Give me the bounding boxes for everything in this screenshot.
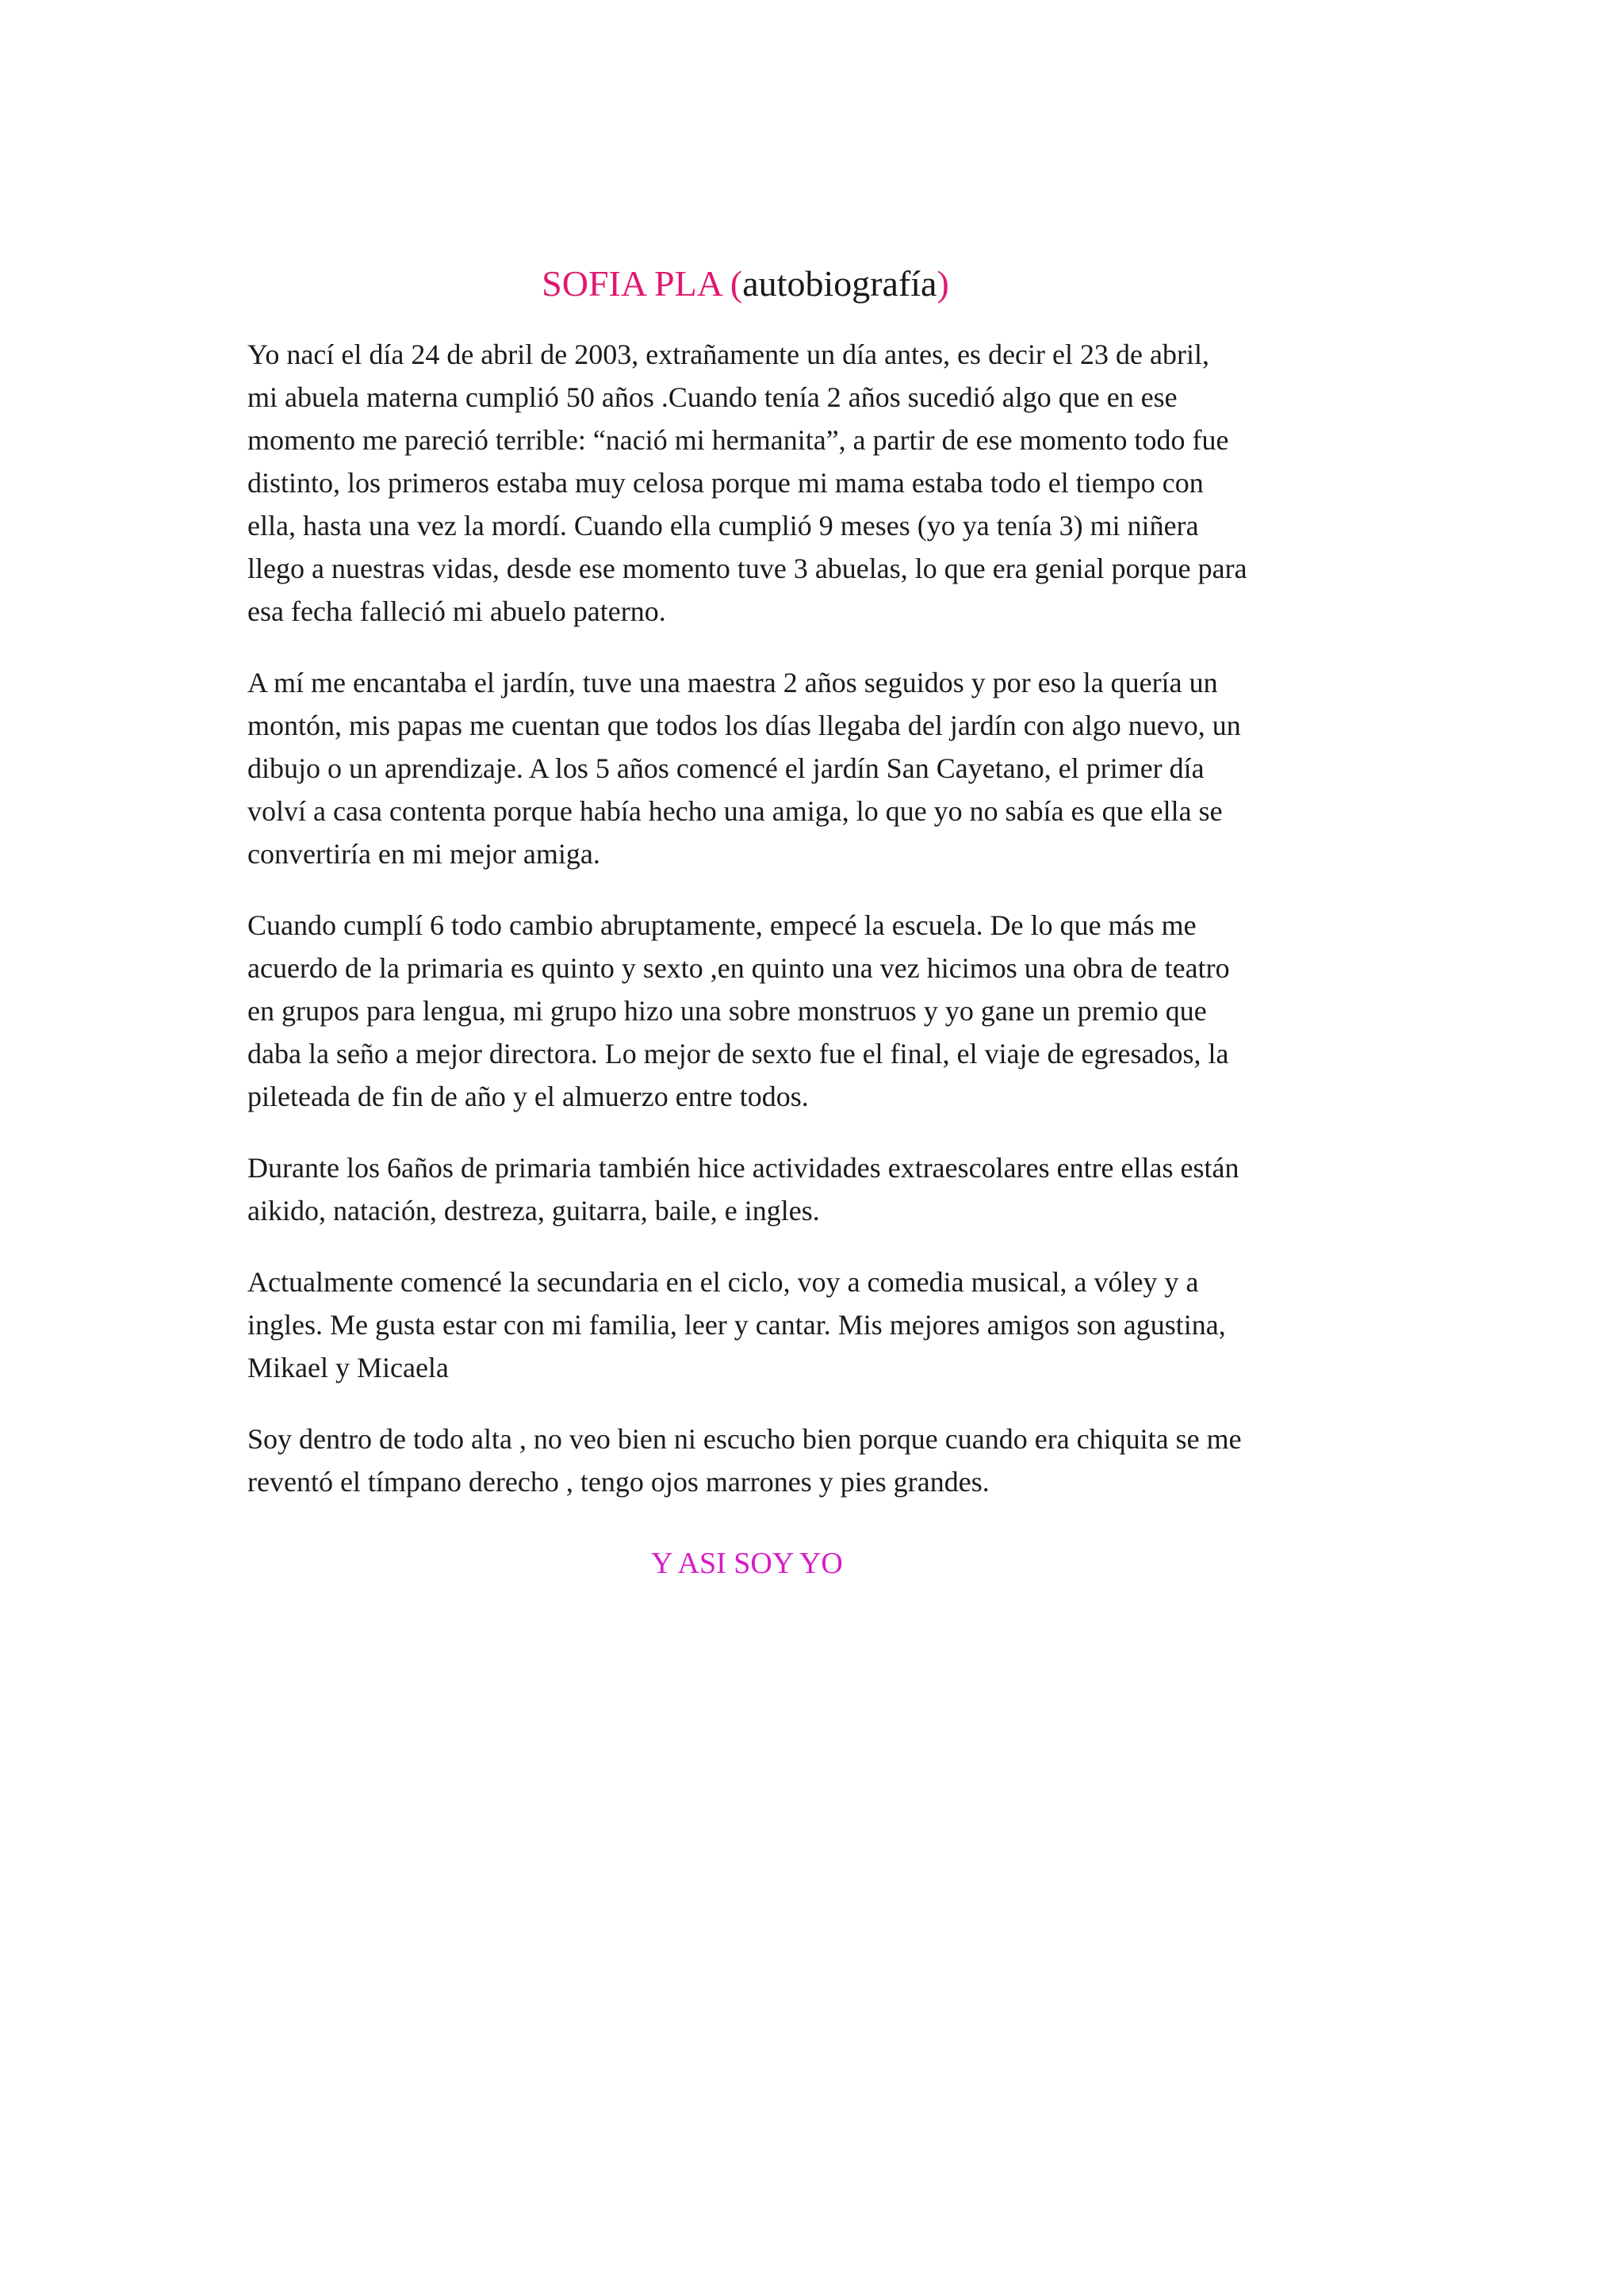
title-close-paren: ) [936, 263, 949, 304]
paragraph-line: daba la seño a mejor directora. Lo mejor de sexto fue el final, el viaje de egresados, la [247, 1038, 1229, 1070]
document-title [0, 262, 1491, 306]
paragraph-line: Soy dentro de todo alta , no veo bien ni escucho bien porque cuando era chiquita se me [247, 1423, 1242, 1455]
paragraph-line: reventó el tímpano derecho , tengo ojos marrones y pies grandes. [247, 1466, 990, 1498]
paragraph-line: en grupos para lengua, mi grupo hizo una sobre monstruos y yo gane un premio que [247, 995, 1207, 1027]
paragraph-line: mi abuela materna cumplió 50 años .Cuando tenía 2 años sucedió algo que en ese [247, 381, 1178, 413]
paragraph-line: distinto, los primeros estaba muy celosa porque mi mama estaba todo el tiempo con [247, 467, 1204, 499]
paragraph-line: aikido, natación, destreza, guitarra, baile, e ingles. [247, 1195, 820, 1226]
paragraph-line: ella, hasta una vez la mordí. Cuando ella cumplió 9 meses (yo ya tenía 3) mi niñera [247, 510, 1199, 541]
paragraph-line: volví a casa contenta porque había hecho una amiga, lo que yo no sabía es que ella se [247, 795, 1223, 827]
paragraph-line: llego a nuestras vidas, desde ese momento tuve 3 abuelas, lo que era genial porque para [247, 553, 1247, 584]
paragraph [232, 904, 1391, 1118]
paragraph-line: acuerdo de la primaria es quinto y sexto ,en quinto una vez hicimos una obra de teatro [247, 952, 1230, 984]
paragraph-line: pileteada de fin de año y el almuerzo entre todos. [247, 1081, 809, 1112]
title-subtitle: autobiografía [742, 263, 937, 304]
paragraph [232, 1146, 1391, 1232]
paragraph-line: ingles. Me gusta estar con mi familia, leer y cantar. Mis mejores amigos son agustina, [247, 1309, 1226, 1341]
paragraph-line: Yo nací el día 24 de abril de 2003, extrañamente un día antes, es decir el 23 de abril, [247, 339, 1209, 370]
paragraph [232, 1261, 1391, 1389]
paragraph-line: momento me pareció terrible: “nació mi hermanita”, a partir de ese momento todo fue [247, 424, 1229, 456]
document-body [232, 333, 1391, 1532]
paragraph-line: montón, mis papas me cuentan que todos los días llegaba del jardín con algo nuevo, un [247, 710, 1241, 741]
title-open-paren: ( [721, 263, 743, 304]
paragraph-line: A mí me encantaba el jardín, tuve una maestra 2 años seguidos y por eso la quería un [247, 667, 1218, 698]
paragraph-line: Mikael y Micaela [247, 1352, 449, 1383]
paragraph-line: convertiría en mi mejor amiga. [247, 838, 600, 870]
title-name: SOFIA PLA [542, 263, 722, 304]
paragraph-line: Cuando cumplí 6 todo cambio abruptamente, empecé la escuela. De lo que más me [247, 909, 1197, 941]
paragraph-line: esa fecha falleció mi abuelo paterno. [247, 595, 666, 627]
paragraph [232, 661, 1391, 875]
paragraph [232, 1418, 1391, 1503]
paragraph [232, 333, 1391, 633]
paragraph-line: Actualmente comencé la secundaria en el ciclo, voy a comedia musical, a vóley y a [247, 1266, 1199, 1298]
closing-line: Y ASI SOY YO [651, 1547, 843, 1580]
paragraph-line: dibujo o un aprendizaje. A los 5 años comencé el jardín San Cayetano, el primer día [247, 752, 1205, 784]
paragraph-line: Durante los 6años de primaria también hice actividades extraescolares entre ellas están [247, 1152, 1239, 1184]
